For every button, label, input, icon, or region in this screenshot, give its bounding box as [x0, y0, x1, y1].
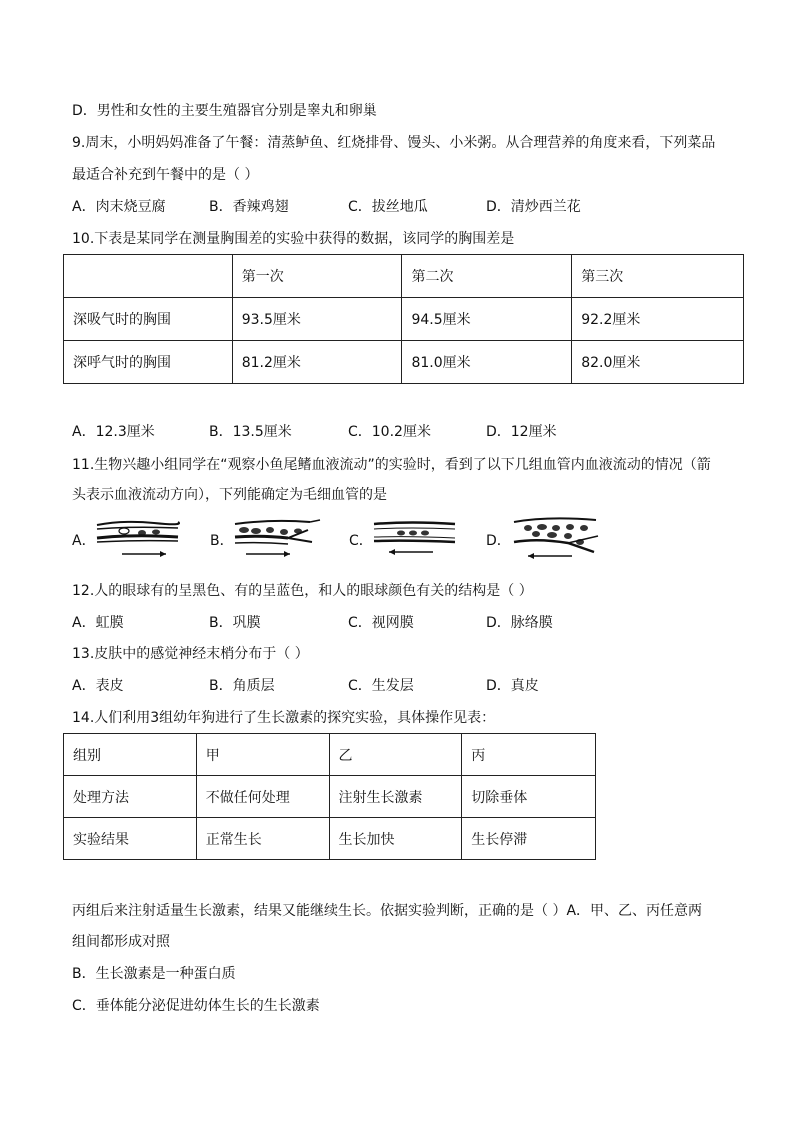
table-row — [64, 341, 744, 384]
table-cell: 94.5厘米 — [402, 298, 572, 341]
table-header-cell: 第一次 — [232, 255, 402, 298]
blood-vessel-c-icon — [371, 516, 459, 562]
table-cell: 92.2厘米 — [572, 298, 744, 341]
question-12-stem: 12.人的眼球有的呈黑色、有的呈蓝色，和人的眼球颜色有关的结构是（ ） — [72, 583, 533, 599]
q13-option-c[interactable]: C．生发层 — [348, 678, 414, 694]
table-header-cell: 组别 — [64, 734, 197, 776]
table-header-cell: 第二次 — [402, 255, 572, 298]
q9-option-c[interactable]: C．拔丝地瓜 — [348, 199, 428, 215]
table-header-row — [64, 255, 744, 298]
question-14-stem: 14.人们利用3组幼年狗进行了生长激素的探究实验，具体操作见表： — [72, 710, 496, 726]
q13-option-a[interactable]: A．表皮 — [72, 678, 124, 694]
question-10-stem: 10.下表是某同学在测量胸围差的实验中获得的数据，该同学的胸围差是 — [72, 231, 515, 247]
option-d-previous: D．男性和女性的主要生殖器官分别是睾丸和卵巢 — [72, 103, 377, 119]
q12-option-d[interactable]: D．脉络膜 — [486, 615, 553, 631]
q12-option-a[interactable]: A．虹膜 — [72, 615, 124, 631]
table-cell: 深吸气时的胸围 — [64, 298, 233, 341]
table-cell: 深呼气时的胸围 — [64, 341, 233, 384]
q14-option-b[interactable]: B．生长激素是一种蛋白质 — [72, 966, 236, 982]
question-13-stem: 13.皮肤中的感觉神经末梢分布于（ ） — [72, 646, 309, 662]
table-cell: 不做任何处理 — [196, 776, 329, 818]
q9-option-b[interactable]: B．香辣鸡翅 — [209, 199, 289, 215]
blood-vessel-d-icon — [508, 516, 604, 562]
table-row — [64, 776, 596, 818]
question-11-stem-line1: 11.生物兴趣小组同学在“观察小鱼尾鳍血液流动”的实验时，看到了以下几组血管内血液流动的情况（箭 — [72, 457, 711, 473]
question-14-paragraph-line1: 丙组后来注射适量生长激素，结果又能继续生长。依据实验判断，正确的是（ ）A．甲、乙、丙任意两 — [72, 903, 703, 919]
table-cell: 82.0厘米 — [572, 341, 744, 384]
table-cell: 切除垂体 — [462, 776, 596, 818]
chest-measurement-table — [63, 254, 744, 384]
table-cell: 处理方法 — [64, 776, 197, 818]
table-cell: 81.2厘米 — [232, 341, 402, 384]
question-11-stem-line2: 头表示血液流动方向），下列能确定为毛细血管的是 — [72, 487, 387, 503]
table-header-cell: 乙 — [329, 734, 462, 776]
table-row — [64, 818, 596, 860]
table-cell: 实验结果 — [64, 818, 197, 860]
table-cell: 生长停滞 — [462, 818, 596, 860]
q13-option-d[interactable]: D．真皮 — [486, 678, 539, 694]
table-row — [64, 298, 744, 341]
q10-option-b[interactable]: B．13.5厘米 — [209, 424, 292, 440]
table-header-cell: 第三次 — [572, 255, 744, 298]
question-9-stem-line1: 9.周末，小明妈妈准备了午餐：清蒸鲈鱼、红烧排骨、馒头、小米粥。从合理营养的角度来看，下列菜品 — [72, 135, 716, 151]
q10-option-a[interactable]: A．12.3厘米 — [72, 424, 155, 440]
growth-hormone-table — [63, 733, 596, 860]
table-header-cell: 丙 — [462, 734, 596, 776]
table-cell: 注射生长激素 — [329, 776, 462, 818]
table-cell: 生长加快 — [329, 818, 462, 860]
table-cell: 正常生长 — [196, 818, 329, 860]
table-cell: 93.5厘米 — [232, 298, 402, 341]
blood-vessel-a-icon — [94, 516, 180, 562]
table-cell: 81.0厘米 — [402, 341, 572, 384]
q10-option-c[interactable]: C．10.2厘米 — [348, 424, 431, 440]
q10-option-d[interactable]: D．12厘米 — [486, 424, 557, 440]
q13-option-b[interactable]: B．角质层 — [209, 678, 275, 694]
question-9-stem-line2: 最适合补充到午餐中的是（ ） — [72, 167, 259, 183]
q12-option-b[interactable]: B．巩膜 — [209, 615, 261, 631]
q14-option-c[interactable]: C．垂体能分泌促进幼体生长的生长激素 — [72, 998, 320, 1014]
table-header-row — [64, 734, 596, 776]
blood-vessel-b-icon — [232, 516, 322, 562]
q12-option-c[interactable]: C．视网膜 — [348, 615, 414, 631]
q9-option-d[interactable]: D．清炒西兰花 — [486, 199, 581, 215]
q9-option-a[interactable]: A．肉末烧豆腐 — [72, 199, 166, 215]
table-cell — [64, 255, 233, 298]
question-14-paragraph-line2: 组间都形成对照 — [72, 934, 170, 950]
table-header-cell: 甲 — [196, 734, 329, 776]
